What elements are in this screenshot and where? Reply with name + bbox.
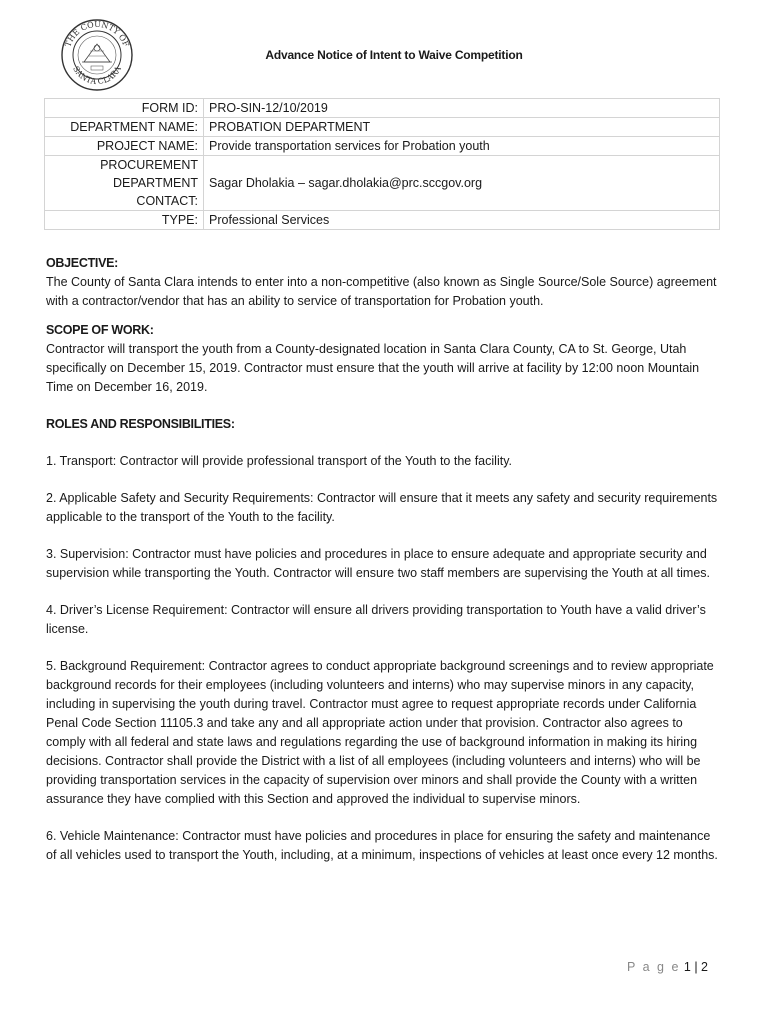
contact-label-line-1: PROCUREMENT: [100, 158, 198, 172]
page-footer: [627, 960, 708, 974]
table-row-type: [45, 211, 720, 230]
type-value: Professional Services: [204, 211, 720, 230]
contact-label-line-3: CONTACT:: [136, 194, 198, 208]
contact-value: Sagar Dholakia – sagar.dholakia@prc.sccgov.org: [204, 156, 720, 211]
scope-text: Contractor will transport the youth from a County-designated location in Santa Clara County, CA to St. George, Utah specifically on December 15, 2019. Contractor must ensure that the youth will arrive at facility by 12:00 noon Mountain Time on December 16, 2019.: [46, 342, 700, 394]
type-label: TYPE:: [45, 211, 204, 230]
table-row-form-id: [45, 99, 720, 118]
department-value: PROBATION DEPARTMENT: [204, 118, 720, 137]
contact-label: [45, 156, 204, 211]
list-item-background: 5. Background Requirement: Contractor agrees to conduct appropriate background screenings and to review appropriate background records for their employees (including volunteers and interns) who may supervise minors in any capacity, including in supervising the youth during travel. Contractor must agree to request appropriate records under California Penal Code Section 11105.3 and take any and all appropriate action under that provision. Contractor also agrees to comply with all federal and state laws and regulations regarding the use of background information in making its hiring decisions. Contractor shall provide the District with a list of all employees (including volunteers and interns) who will be providing transportation services in the capacity of supervision over minors and shall provide the County with a written assurance they have complied with this Section and approved the individual to supervise minors.: [46, 659, 714, 806]
page-word: P a g e: [627, 960, 681, 974]
svg-text:THE COUNTY OF: THE COUNTY OF: [63, 19, 131, 49]
project-value: Provide transportation services for Probation youth: [204, 137, 720, 156]
table-row-project: [45, 137, 720, 156]
table-row-department: [45, 118, 720, 137]
objective-text: The County of Santa Clara intends to enter into a non-competitive (also known as Single Source/Sole Source) agreement with a contractor/vendor that has an ability to service of transportation for Probation youth.: [46, 275, 717, 308]
list-item-safety: 2. Applicable Safety and Security Requirements: Contractor will ensure that it meets any safety and security requirements applicable to the transport of the Youth to the facility.: [46, 491, 718, 524]
info-table: [44, 98, 720, 230]
document-body: [46, 254, 724, 865]
list-item-vehicle: 6. Vehicle Maintenance: Contractor must have policies and procedures in place for ensuring the safety and maintenance of all vehicles used to transport the Youth, including, at a minimum, inspections of vehicles at least once every 12 months.: [46, 829, 718, 862]
form-id-label: FORM ID:: [45, 99, 204, 118]
document-title: Advance Notice of Intent to Waive Competition: [265, 48, 523, 62]
form-id-value: PRO-SIN-12/10/2019: [204, 99, 720, 118]
objective-heading: OBJECTIVE:: [46, 256, 119, 270]
page-number: 1 | 2: [683, 960, 708, 974]
svg-text:SANTA CLARA: SANTA CLARA: [71, 64, 123, 87]
contact-label-line-2: DEPARTMENT: [113, 176, 198, 190]
roles-heading: ROLES AND RESPONSIBILITIES:: [46, 417, 235, 431]
scope-heading: SCOPE OF WORK:: [46, 323, 154, 337]
department-label: DEPARTMENT NAME:: [45, 118, 204, 137]
list-item-supervision: 3. Supervision: Contractor must have policies and procedures in place to ensure adequate and appropriate security and supervision while transporting the Youth. Contractor will ensure two staff members are supervising the Youth at all times.: [46, 547, 711, 580]
list-item-transport: 1. Transport: Contractor will provide professional transport of the Youth to the facility.: [46, 454, 512, 468]
list-item-license: 4. Driver’s License Requirement: Contractor will ensure all drivers providing transportation to Youth have a valid driver’s license.: [46, 603, 706, 636]
project-label: PROJECT NAME:: [45, 137, 204, 156]
table-row-contact: [45, 156, 720, 211]
